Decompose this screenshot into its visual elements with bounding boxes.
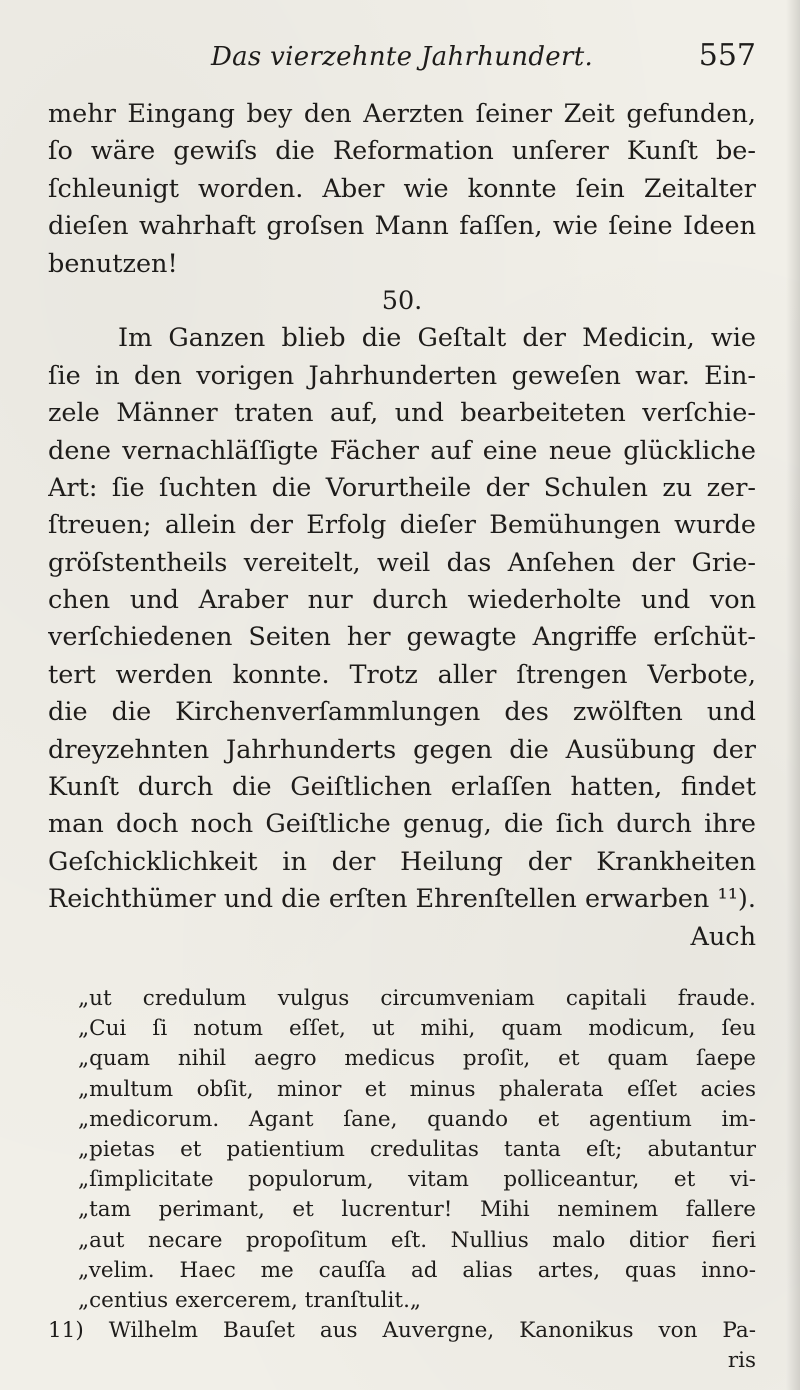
running-title: Das vierzehnte Jahrhundert.: [210, 42, 594, 72]
footnote-line: „aut necare propoſitum eſt. Nullius malo ditior fieri: [78, 1227, 756, 1253]
footnote-line: „tam perimant, et lucrentur! Mihi neminem fallere: [78, 1197, 756, 1223]
text-line: die die Kirchenverſammlungen des zwölften und: [48, 697, 756, 728]
text-line: tert werden konnte. Trotz aller ſtrengen Verbote,: [48, 659, 756, 690]
text-line: verſchiedenen Seiten her gewagte Angriffe erſchüt-: [48, 622, 756, 653]
section-number: 50.: [381, 285, 423, 316]
text-line: Geſchicklichkeit in der Heilung der Krankheiten: [48, 846, 756, 877]
text-line: ſie in den vorigen Jahrhunderten geweſen war. Ein-: [48, 360, 756, 391]
text-line: dreyzehnten Jahrhunderts gegen die Ausübung der: [48, 734, 756, 765]
running-head: [48, 34, 756, 84]
text-line: Reichthümer und die erſten Ehrenſtellen erwarben ¹¹).: [48, 884, 756, 915]
text-line: benutzen!: [48, 248, 178, 279]
footnote-line: ris: [727, 1348, 756, 1374]
text-line: dene vernachläſſigte Fächer auf eine neue glückliche: [48, 435, 756, 466]
text-line: ſo wäre gewiſs die Reformation unſerer Kunſt be-: [48, 136, 756, 167]
page-number: 557: [698, 38, 756, 73]
footnote-line: „quam nihil aegro medicus proſit, et quam ſaepe: [78, 1046, 756, 1072]
footnote-line: „centius exercerem, tranſtulit.„: [78, 1287, 422, 1313]
catchword: Auch: [690, 921, 756, 952]
text-line: dieſen wahrhaft groſsen Mann faſſen, wie ſeine Ideen: [48, 211, 756, 242]
footnote-line: „medicorum. Agant ſane, quando et agentium im-: [78, 1106, 756, 1132]
footnote-line: „ſimplicitate populorum, vitam polliceantur, et vi-: [78, 1167, 756, 1193]
text-line: Kunſt durch die Geiſtlichen erlaſſen hatten, findet: [48, 772, 756, 803]
text-line: gröſstentheils vereitelt, weil das Anſehen der Grie-: [48, 547, 756, 578]
footnote-marker: 11): [48, 1318, 84, 1344]
page-edge-shadow: [786, 0, 800, 1390]
text-line: Art: ſie ſuchten die Vorurtheile der Schulen zu zer-: [48, 472, 756, 503]
text-line: ſtreuen; allein der Erfolg dieſer Bemühungen wurde: [48, 510, 756, 541]
text-line: mehr Eingang bey den Aerzten ſeiner Zeit gefunden,: [48, 99, 756, 129]
footnote-line: „velim. Haec me cauſſa ad alias artes, quas inno-: [78, 1257, 756, 1283]
main-text: [48, 96, 756, 956]
text-line: chen und Araber nur durch wiederholte und von: [48, 585, 756, 616]
footnote-line: „ut credulum vulgus circumveniam capitali fraude.: [78, 986, 756, 1011]
footnote-11-line: [48, 1316, 756, 1346]
footnote-line: „Cui ſi notum eſſet, ut mihi, quam modicum, ſeu: [78, 1016, 756, 1042]
text-line: ſchleunigt worden. Aber wie konnte ſein Zeitalter: [48, 173, 756, 204]
footnote-block: [48, 984, 756, 1376]
paragraph-first-line: Im Ganzen blieb die Geſtalt der Medicin, wie: [118, 323, 756, 354]
footnote-line: „multum obſit, minor et minus phalerata eſſet acies: [78, 1076, 756, 1102]
text-line: man doch noch Geiſtliche genug, die ſich durch ihre: [48, 809, 756, 840]
footnote-11-text: Wilhelm Bauſet aus Auvergne, Kanonikus von Pa-: [108, 1318, 756, 1344]
text-line: zele Männer traten auf, und bearbeiteten verſchie-: [48, 398, 756, 429]
footnote-line: „pietas et patientium credulitas tanta eſt; abutantur: [78, 1136, 756, 1162]
